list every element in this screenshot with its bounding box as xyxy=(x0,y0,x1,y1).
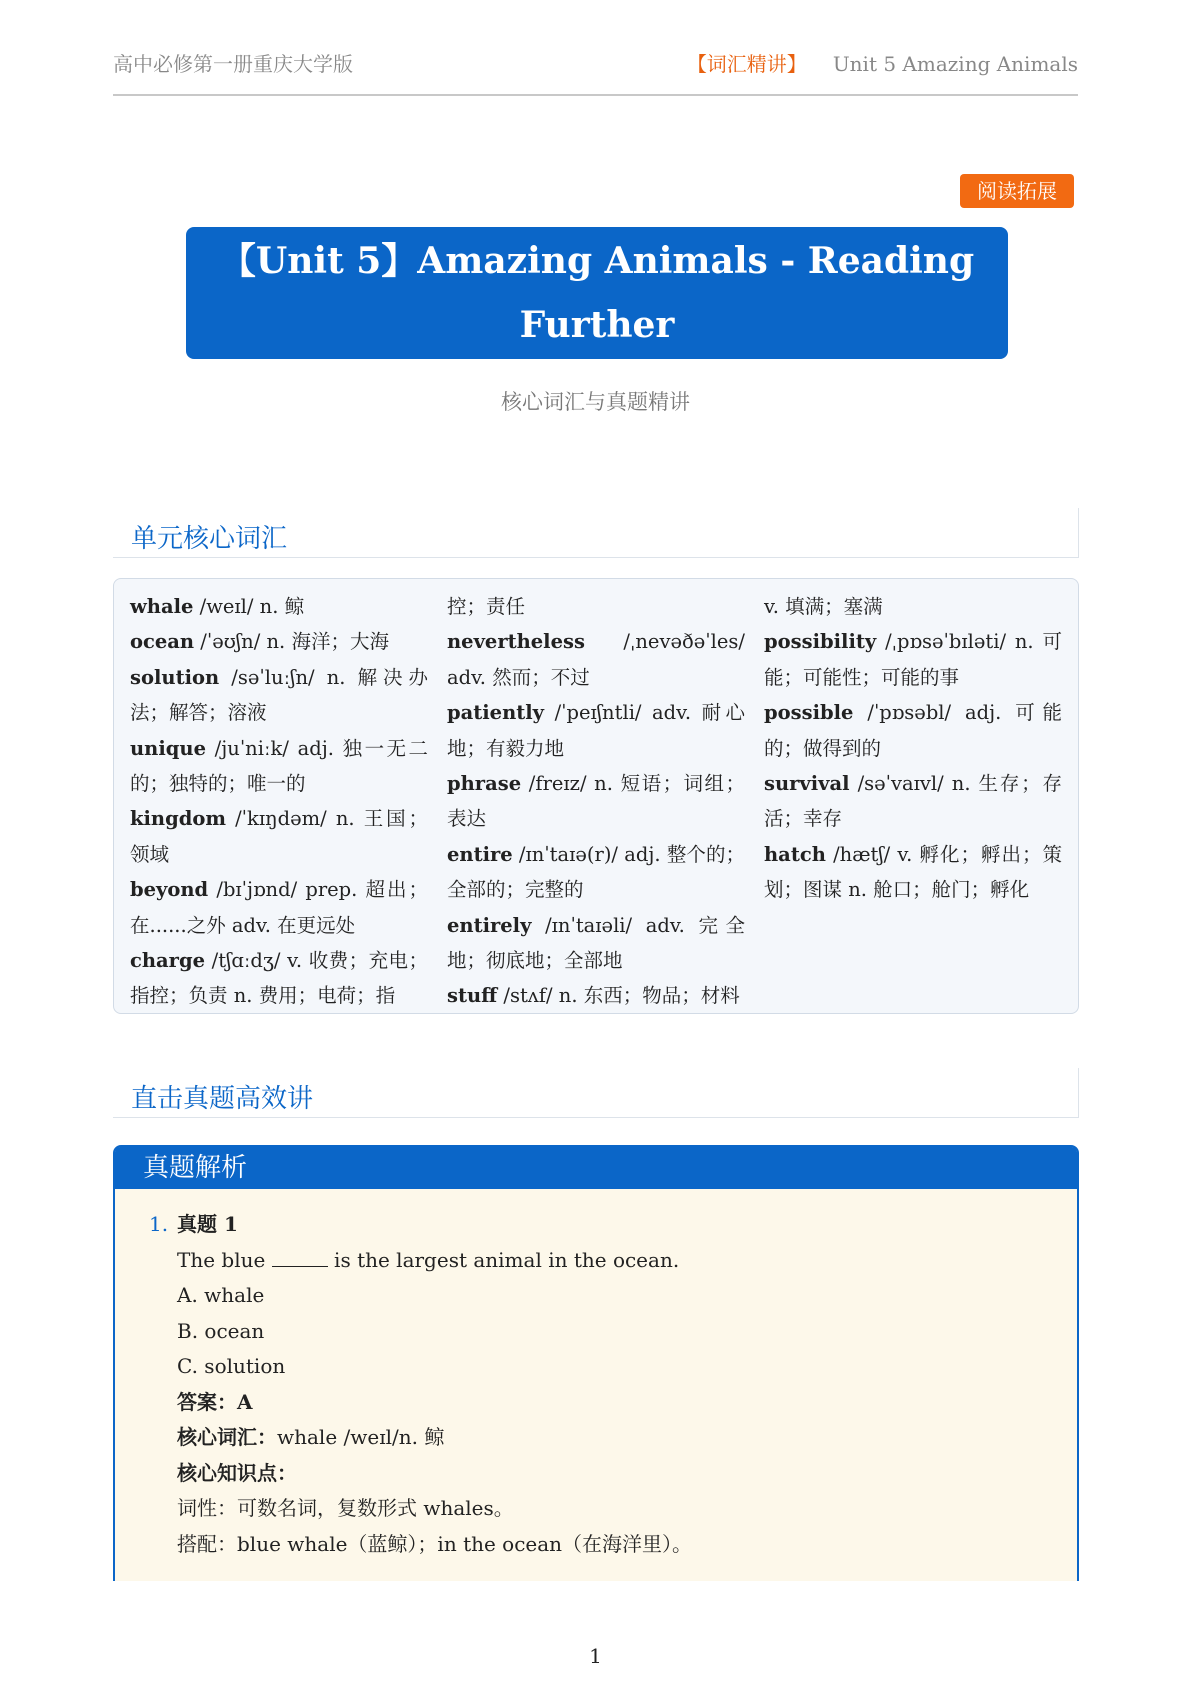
vocab-entry: charge /tʃɑːdʒ/ v. 收费；充电；指控；负责 n. 费用；电荷；指 xyxy=(130,949,428,1008)
question-title: 真题 1 xyxy=(177,1212,238,1236)
vocab-column-1 xyxy=(130,589,428,1014)
core-vocab: 核心词汇：whale /weɪl/n. 鲸 xyxy=(177,1425,445,1449)
points-title: 核心知识点： xyxy=(177,1460,297,1485)
question-block xyxy=(149,1207,692,1562)
vocab-entry: nevertheless /ˌnevəðəˈles/ adv. 然而；不过 xyxy=(447,630,745,689)
subtitle: 核心词汇与真题精讲 xyxy=(501,390,690,414)
page-number: 1 xyxy=(589,1644,602,1668)
book-title: 高中必修第一册重庆大学版 xyxy=(113,52,353,76)
vocab-column-3 xyxy=(764,589,1062,908)
vocab-entry: whale /weɪl/ n. 鲸 xyxy=(130,595,305,618)
vocab-continuation: v. 填满；塞满 xyxy=(764,595,883,618)
section-tag: 【词汇精讲】 xyxy=(686,52,807,76)
option-a: A. whale xyxy=(177,1283,265,1307)
unit-name: Unit 5 Amazing Animals xyxy=(832,52,1078,76)
option-c: C. solution xyxy=(177,1354,286,1378)
section-heading-vocab xyxy=(113,508,1079,558)
section-title: 单元核心词汇 xyxy=(131,524,288,554)
vocab-column-2 xyxy=(447,589,745,1014)
section-title: 直击真题高效讲 xyxy=(131,1084,314,1114)
section-heading-exam xyxy=(113,1068,1079,1118)
reading-extension-badge: 阅读拓展 xyxy=(960,174,1074,208)
vocab-entry: possible /ˈpɒsəbl/ adj. 可能的；做得到的 xyxy=(764,701,1062,760)
exam-analysis-card xyxy=(113,1145,1079,1581)
question-stem: The blue is the largest animal in the ocean. xyxy=(177,1247,680,1272)
vocab-box xyxy=(113,578,1079,1014)
title-line-1: 【Unit 5】Amazing Animals - Reading xyxy=(219,240,975,282)
vocab-continuation: 控；责任 xyxy=(447,595,526,618)
vocab-entry: phrase /freɪz/ n. 短语；词组；表达 xyxy=(447,772,745,831)
answer: 答案：A xyxy=(177,1389,253,1414)
vocab-entry: entirely /ɪnˈtaɪəli/ adv. 完全地；彻底地；全部地 xyxy=(447,913,745,973)
vocab-entry: unique /juˈniːk/ adj. 独一无二的；独特的；唯一的 xyxy=(130,736,428,796)
vocab-entry: stuff /stʌf/ n. 东西；物品；材料 xyxy=(447,984,740,1008)
page-header xyxy=(113,44,1078,96)
option-b: B. ocean xyxy=(177,1318,265,1343)
page-title-box xyxy=(186,227,1008,359)
title-line-2: Further xyxy=(519,304,675,346)
vocab-entry: entire /ɪnˈtaɪə(r)/ adj. 整个的；全部的；完整的 xyxy=(447,842,745,902)
header-right xyxy=(687,48,1078,77)
vocab-entry: possibility /ˌpɒsəˈbɪləti/ n. 可能；可能性；可能的事 xyxy=(764,630,1062,689)
vocab-entry: hatch /hætʃ/ v. 孵化；孵出；策划；图谋 n. 舱口；舱门；孵化 xyxy=(764,842,1062,902)
answer-blank xyxy=(272,1250,328,1267)
vocab-entry: beyond /bɪˈjɒnd/ prep. 超出；在......之外 adv. 在更远处 xyxy=(130,878,428,937)
vocab-entry: survival /səˈvaɪvl/ n. 生存；存活；幸存 xyxy=(764,772,1062,831)
vocab-entry: solution /səˈluːʃn/ n. 解决办法；解答；溶液 xyxy=(130,665,428,725)
question-number: 1. xyxy=(149,1212,169,1236)
point-word-class: 词性：可数名词，复数形式 whales。 xyxy=(177,1496,514,1520)
point-collocation: 搭配：blue whale（蓝鲸）；in the ocean（在海洋里）。 xyxy=(177,1531,693,1556)
vocab-entry: patiently /ˈpeɪʃntli/ adv. 耐心地；有毅力地 xyxy=(447,701,745,760)
card-title: 真题解析 xyxy=(115,1147,1077,1189)
vocab-entry: kingdom /ˈkɪŋdəm/ n. 王国；领域 xyxy=(130,807,428,866)
vocab-entry: ocean /ˈəʊʃn/ n. 海洋；大海 xyxy=(130,630,389,654)
